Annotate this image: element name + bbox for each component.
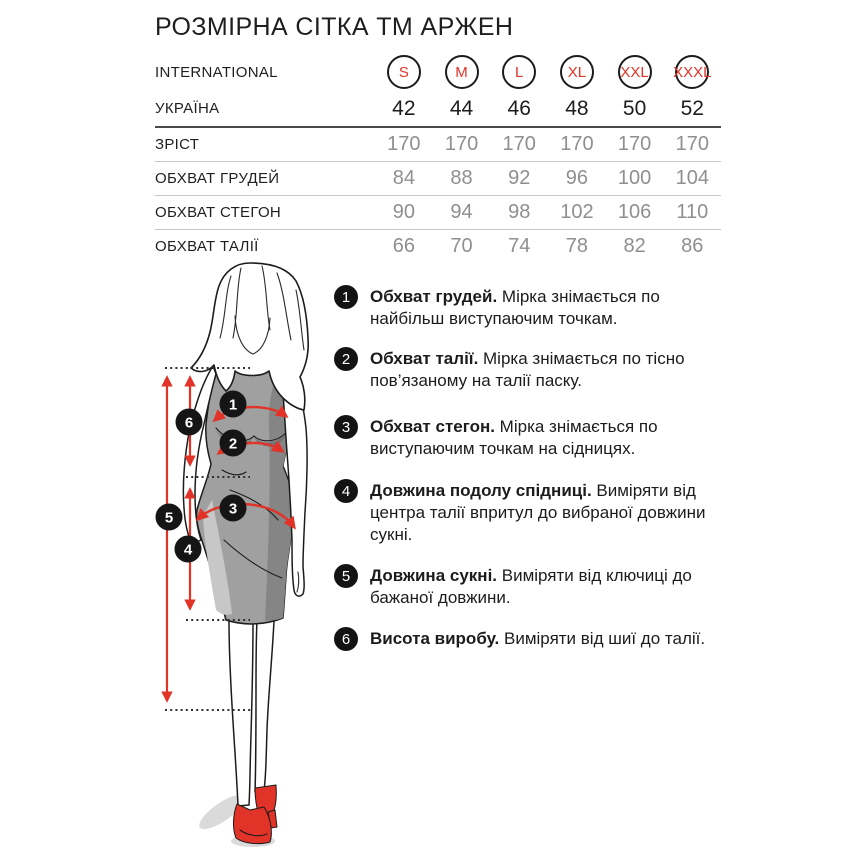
- row-label: ОБХВАТ СТЕГОН: [155, 204, 282, 221]
- shoe-front: [233, 804, 271, 844]
- size-badge-l: L: [502, 55, 536, 89]
- size-badge-xxxl: XXXL: [675, 55, 709, 89]
- ukraine-size-cell: 42: [392, 96, 416, 120]
- svg-text:4: 4: [183, 541, 193, 559]
- page-title: РОЗМІРНА СІТКА ТМ АРЖЕН: [155, 13, 514, 41]
- figure-marker-6: [176, 409, 203, 436]
- value-cell: 94: [450, 201, 473, 223]
- legend-term: Висота виробу.: [370, 629, 500, 648]
- legend-text: Висота виробу. Виміряти від шиї до талії.: [370, 629, 706, 648]
- size-cell: [490, 55, 548, 89]
- value-cell: 100: [617, 167, 652, 189]
- legend-text: Довжина подолу спідниці. Виміряти від центра талії впритул до вибраної довжини сукні.: [370, 481, 706, 544]
- value-cell: 170: [675, 133, 709, 155]
- ukraine-label: УКРАЇНА: [155, 100, 220, 117]
- legend-number-badge: 6: [334, 627, 358, 651]
- measure-rows: [155, 126, 721, 263]
- size-badge-s: S: [387, 55, 421, 89]
- table-row: [155, 162, 721, 196]
- legend-number-badge: 1: [334, 285, 358, 309]
- value-cell: 102: [560, 201, 594, 223]
- legend-number-badge: 2: [334, 347, 358, 371]
- woman-measurement-sketch: [140, 260, 345, 850]
- row-label: ОБХВАТ ГРУДЕЙ: [155, 170, 280, 187]
- size-badge-m: M: [445, 55, 479, 89]
- row-ukraine: [155, 91, 721, 126]
- value-cell: 170: [444, 133, 479, 155]
- svg-text:5: 5: [164, 509, 174, 527]
- svg-text:2: 2: [228, 435, 238, 453]
- value-cell: 170: [502, 133, 536, 155]
- size-cell: [548, 55, 606, 89]
- figure-marker-5: [156, 504, 183, 531]
- value-cell: 70: [450, 235, 473, 257]
- value-cell: 96: [565, 167, 589, 189]
- legend-text: Обхват талії. Мірка знімається по тісно пов’язаному на талії паску.: [370, 349, 685, 390]
- leg-front: [229, 621, 253, 806]
- figure-illustration: [140, 260, 345, 850]
- value-cell: 78: [565, 235, 589, 257]
- legend-number-badge: 3: [334, 415, 358, 439]
- legend-item-3: [334, 416, 722, 460]
- value-cell: 82: [623, 235, 646, 257]
- legend-text: Обхват грудей. Мірка знімається по найбільш виступаючим точкам.: [370, 287, 660, 328]
- ukraine-size-cell: 52: [680, 96, 704, 120]
- legend-text: Довжина сукні. Виміряти від ключиці до бажаної довжини.: [370, 566, 692, 607]
- table-row: [155, 196, 721, 230]
- svg-text:6: 6: [184, 414, 194, 432]
- value-cell: 170: [617, 133, 652, 155]
- ukraine-size-cell: 50: [622, 96, 647, 120]
- leg-back: [255, 621, 274, 792]
- value-cell: 110: [676, 201, 709, 223]
- international-label: INTERNATIONAL: [155, 63, 278, 81]
- size-cell: [433, 55, 491, 89]
- ukraine-size-cell: 48: [565, 96, 589, 120]
- size-table: [155, 53, 721, 263]
- table-row: [155, 128, 721, 162]
- size-cell: [606, 55, 664, 89]
- value-cell: 170: [560, 133, 594, 155]
- value-cell: 92: [508, 167, 531, 189]
- legend-term: Обхват талії.: [370, 349, 479, 368]
- legend-term: Обхват стегон.: [370, 417, 495, 436]
- figure-marker-3: [220, 495, 247, 522]
- value-cell: 86: [681, 235, 704, 257]
- value-cell: 106: [617, 201, 652, 223]
- legend-text: Обхват стегон. Мірка знімається по виступаючим точкам на сідницях.: [370, 417, 658, 458]
- size-badge-xxl: XXL: [618, 55, 652, 89]
- value-cell: 104: [675, 167, 709, 189]
- row-label: ЗРІСТ: [155, 136, 200, 153]
- legend-item-5: [334, 565, 722, 609]
- figure-marker-2: [220, 430, 247, 457]
- svg-text:1: 1: [228, 396, 238, 414]
- value-cell: 74: [508, 235, 531, 257]
- value-cell: 98: [508, 201, 531, 223]
- size-cell: [375, 55, 433, 89]
- value-cell: 170: [387, 133, 421, 155]
- figure-marker-4: [175, 536, 202, 563]
- svg-text:3: 3: [228, 500, 238, 518]
- legend-item-6: [334, 628, 722, 651]
- legend-number-badge: 4: [334, 479, 358, 503]
- legend-item-1: [334, 286, 722, 330]
- legend-item-4: [334, 480, 722, 546]
- size-badge-xl: XL: [560, 55, 594, 89]
- row-label: ОБХВАТ ТАЛІЇ: [155, 238, 259, 255]
- value-cell: 90: [392, 201, 415, 223]
- legend-number-badge: 5: [334, 564, 358, 588]
- legend-term: Обхват грудей.: [370, 287, 498, 306]
- value-cell: 84: [392, 167, 415, 189]
- legend-term: Довжина подолу спідниці.: [370, 481, 592, 500]
- figure-marker-1: [220, 391, 247, 418]
- legend-item-2: [334, 348, 722, 392]
- row-international: [155, 53, 721, 91]
- legend-term: Довжина сукні.: [370, 566, 498, 585]
- ukraine-size-cell: 46: [507, 96, 531, 120]
- size-cell: [663, 55, 721, 89]
- value-cell: 66: [392, 235, 415, 257]
- table-row: [155, 230, 721, 263]
- value-cell: 88: [450, 167, 473, 189]
- ukraine-size-cell: 44: [449, 96, 474, 120]
